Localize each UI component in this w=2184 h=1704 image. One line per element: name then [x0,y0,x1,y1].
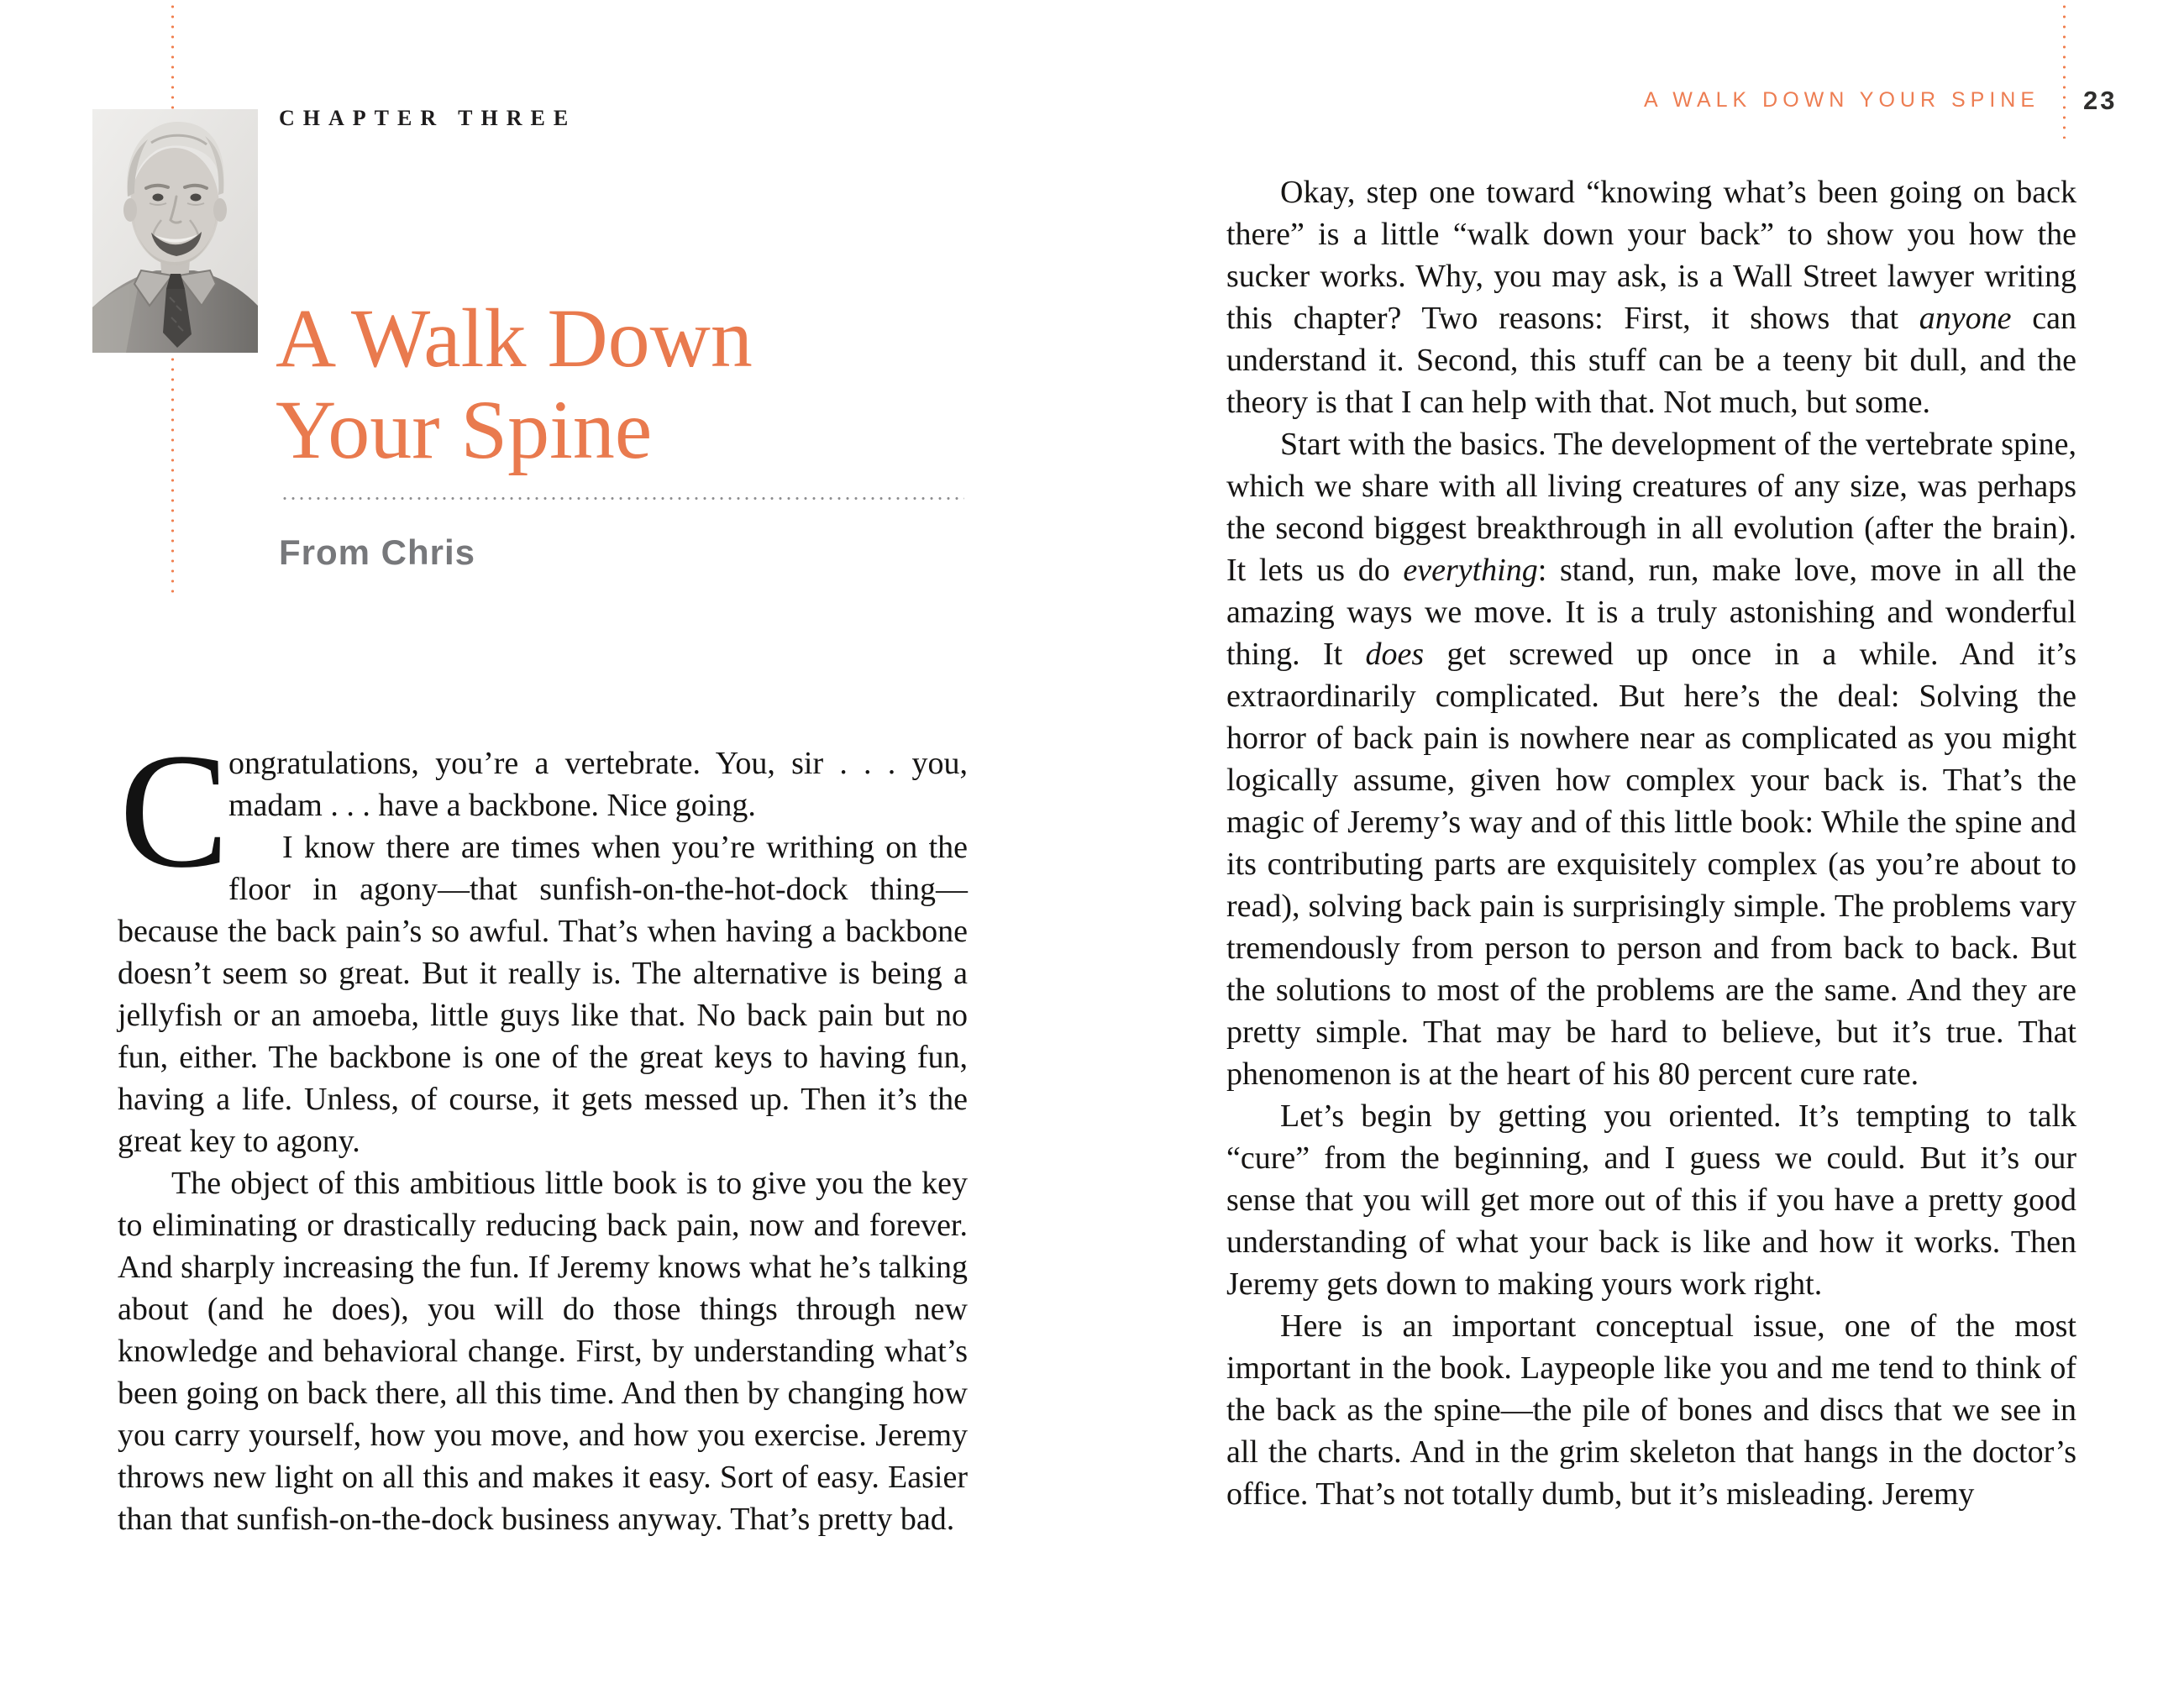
paragraph: C ongratulations, you’re a vertebrate. You, sir . . . you, madam . . . have a backbone. Nice going. [119,720,968,902]
byline: From Chris [279,532,476,572]
paragraph: Okay, step one toward “knowing what’s been going on back there” is a little “walk down your back” to show you how the sucker works. Why, you may ask, is a Wall Street lawyer writing this chapter? Two reasons: First, it shows that anyone can understand it. Second, this stuff can be a teeny bit dull, and the theory is that I can help with that. Not much, but some. [1226,175,2076,420]
author-photo-illustration [92,109,258,353]
paragraph: Start with the basics. The development of the vertebrate spine, which we share with all living creatures of any size, was perhaps the second biggest breakthrough in all evolution (after the brain). It lets us do everything: stand, run, make love, move in all the amazing ways we move. It is a truly astonishing and wonderful thing. It does get screwed up once in a while. And it’s extraordinarily complicated. But here’s the deal: Solving the horror of back pain is nowhere near as complicated as you might logically assume, given how complex your back is. That’s the magic of Jeremy’s way and of this little book: While the spine and its contributing parts are exquisitely complex (as you’re about to read), solving back pain is surprisingly simple. The problems vary tremendously from person to person and from back to back. But the solutions to most of the problems are the same. And they are pretty simple. That may be hard to believe, but it’s true. That phenomenon is at the heart of his 80 percent cure rate. [1226,427,2077,1092]
paragraph: Here is an important conceptual issue, one of the most important in the book. Laypeople like you and me tend to think of the back as the spine—the pile of bones and discs that we see in all the charts. And in the grim skeleton that hangs in the doctor’s office. That’s not totally dumb, but it’s misleading. Jeremy [1226,1308,2076,1512]
right-text-column [1226,171,2076,1515]
chapter-title-line-1: A Walk Down [276,291,753,385]
paragraph: I know there are times when you’re writhing on the floor in agony—that sunfish-on-the-hot-dock thing—because the back pain’s so awful. That’s when having a backbone doesn’t seem so great. But it really is. The alternative is being a jellyfish or an amoeba, little guys like that. No back pain but no fun, either. The backbone is one of the great keys to having fun, having a life. Unless, of course, it gets messed up. Then it’s the great key to agony. [118,830,968,1159]
paragraph: The object of this ambitious little book is to give you the key to eliminating or drastically reducing back pain, now and forever. And sharply increasing the fun. If Jeremy knows what he’s talking about (and he does), you will do those things through new knowledge and behavioral change. First, by understanding what’s been going on back there, all this time. And then by changing how you carry yourself, how you move, and how you exercise. Jeremy throws new light on all this and makes it easy. Sort of easy. Easier than that sunfish-on-the-dock business anyway. That’s pretty bad. [118,1166,968,1537]
paragraph: Let’s begin by getting you oriented. It’s tempting to talk “cure” from the beginning, and I guess we could. But it’s our sense that you will get more out of this if you have a pretty good understanding of what your back is like and how it works. Then Jeremy gets down to making yours work right. [1226,1098,2076,1302]
orange-dotted-rule-right [2063,2,2066,139]
chapter-title [276,292,753,475]
page-number: 23 [2083,86,2118,115]
chapter-title-line-2: Your Spine [276,383,653,476]
author-photo [92,109,258,353]
left-text-column [118,720,968,1540]
chapter-kicker: CHAPTER THREE [279,106,577,130]
drop-cap: C [119,720,229,902]
gray-dotted-divider [281,497,964,500]
running-head: A WALK DOWN YOUR SPINE [1644,88,2040,112]
